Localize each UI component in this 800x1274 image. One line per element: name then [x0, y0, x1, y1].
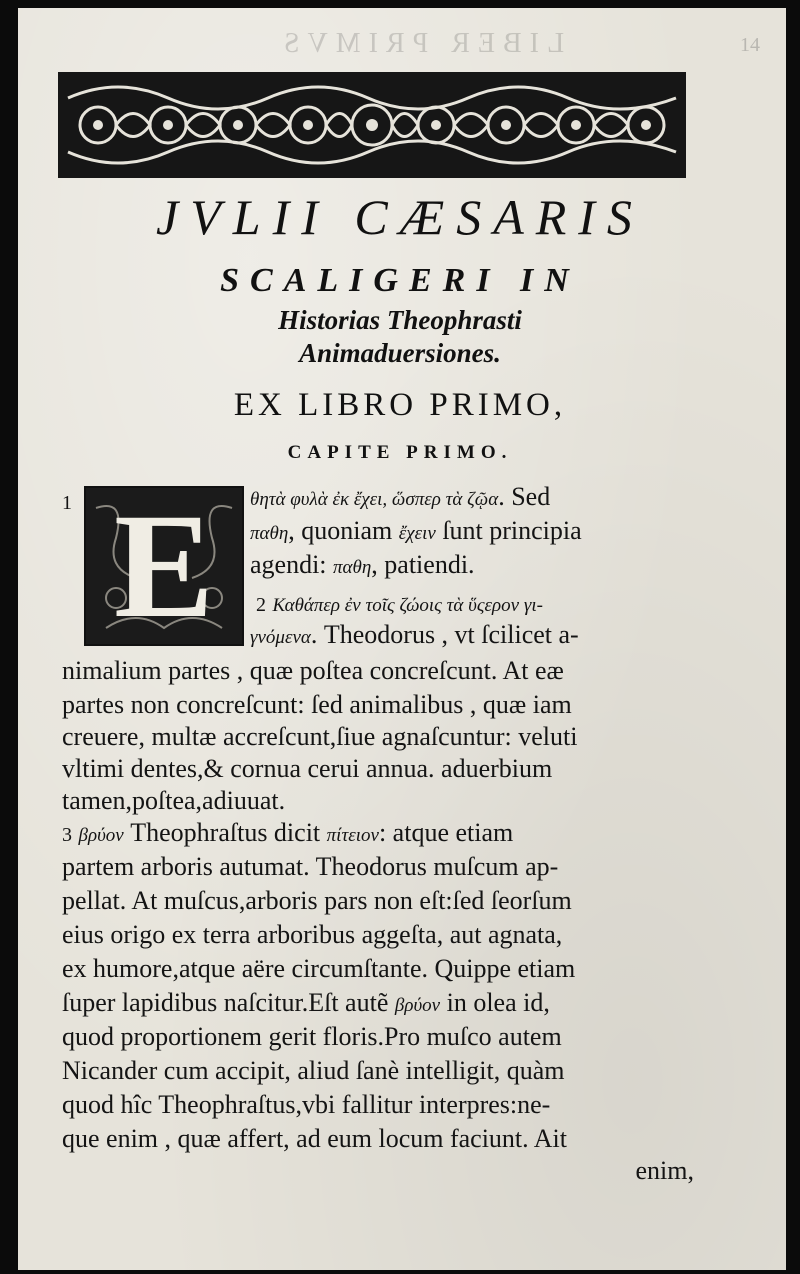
section-heading-book: EX LIBRO PRIMO,	[233, 387, 567, 423]
line-10: tamen,poſtea,adiuuat.	[62, 786, 286, 815]
line-3: agendi: παθη, patiendi.	[250, 550, 475, 579]
title-surname: SCALIGERI IN	[220, 262, 580, 299]
line-2: παθη, quoniam ἔχειν ſunt principia	[250, 516, 582, 545]
decorated-initial	[84, 483, 244, 649]
line-17: quod proportionem gerit floris.Pro muſco autem	[62, 1022, 562, 1051]
line-16: ſuper lapidibus naſcitur.Eſt autẽ βρύον in olea id,	[62, 988, 550, 1017]
line-1-number: 1	[62, 492, 72, 514]
line-7: partes non concreſcunt: ſed animalibus , quæ iam	[62, 690, 572, 719]
line-13: pellat. At muſcus,arboris pars non eſt:ſed ſeorſum	[62, 886, 572, 915]
line-15: ex humore,atque aëre circumſtante. Quippe etiam	[62, 954, 576, 983]
folio-number: 14	[740, 34, 760, 56]
line-12: partem arboris autumat. Theodorus muſcum ap-	[62, 852, 559, 881]
line-18: Nicander cum accipit, aliud ſanè intelligit, quàm	[62, 1056, 565, 1085]
title-work: Historias Theophrasti	[278, 305, 522, 335]
line-11: 3 βρύον Theophraſtus dicit πίτειον: atque etiam	[62, 818, 514, 847]
line-6: nimalium partes , quæ poſtea concreſcunt. At eæ	[62, 656, 564, 685]
running-head-bleedthrough: LIBER PRIMVS	[275, 28, 565, 59]
ornamental-headpiece	[58, 72, 686, 178]
initial-letter: E	[113, 483, 215, 649]
line-19: quod hîc Theophraſtus,vbi fallitur interpres:ne-	[62, 1090, 551, 1119]
line-4: 2 Καθάπερ ἐν τοῖς ζώοις τὰ ὕςερον γι-	[256, 594, 543, 616]
line-9: vltimi dentes,& cornua cerui annua. aduerbium	[62, 754, 553, 783]
line-8: creuere, multæ accreſcunt,ſiue agnaſcuntur: veluti	[62, 722, 578, 751]
section-heading-chapter: CAPITE PRIMO.	[287, 442, 513, 463]
title-animadversiones: Animaduersiones.	[299, 338, 501, 368]
line-5: γνόμενα. Theodorus , vt ſcilicet a-	[250, 620, 579, 649]
line-20: que enim , quæ affert, ad eum locum faciunt. Ait	[62, 1124, 567, 1153]
catchword: enim,	[635, 1156, 694, 1185]
line-1: θητὰ φυλὰ ἐκ ἔχει, ὥσπερ τὰ ζῷα. Sed	[250, 482, 551, 511]
line-14: eius origo ex terra arboribus aggeſta, aut agnata,	[62, 920, 563, 949]
title-author-name: JVLII CÆSARIS	[156, 189, 644, 245]
